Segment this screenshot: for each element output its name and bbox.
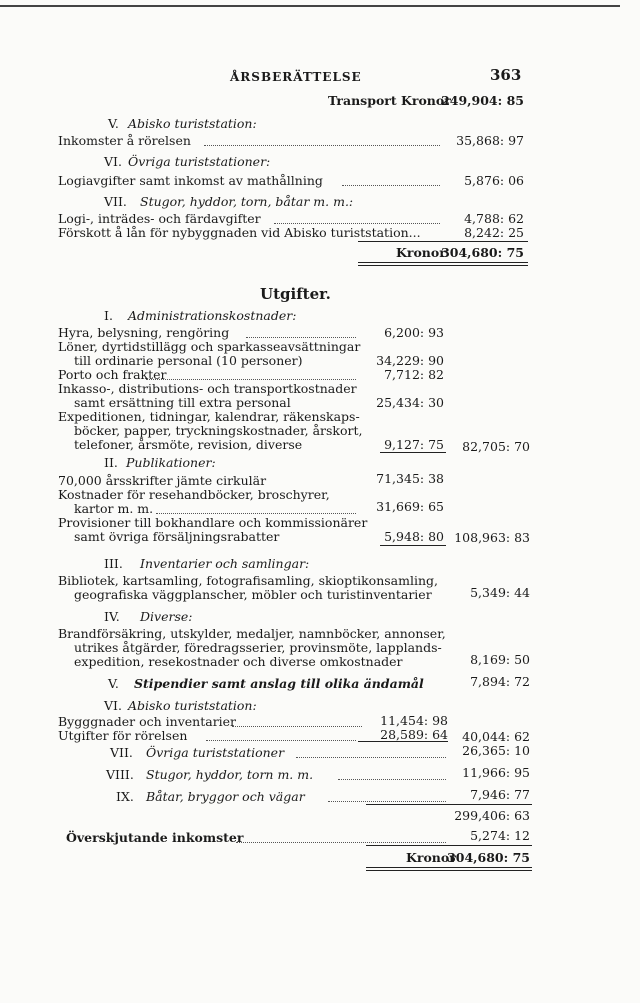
surplus-label: Överskjutande inkomster [66, 830, 244, 845]
expenses-total-label: Kronor [406, 850, 456, 865]
double-rule [358, 262, 528, 263]
exp-s2-l2b: kartor m. m. [74, 501, 154, 516]
exp-s4-lb: utrikes åtgärder, föredragsserier, provinsmöte, lapplands- [74, 640, 442, 655]
page-number: 363 [490, 66, 522, 84]
expenses-title: Utgifter. [260, 285, 331, 303]
income-s6-item-label: Logiavgifter samt inkomst av mathållning [58, 173, 323, 188]
exp-s9-title: Båtar, bryggor och vägar [146, 789, 305, 804]
sum-rule [366, 845, 532, 846]
exp-s4-total: 8,169: 50 [470, 652, 530, 667]
exp-s3-title: Inventarier och samlingar: [140, 556, 310, 571]
exp-s1-l2b: till ordinarie personal (10 personer) [74, 353, 303, 368]
double-rule [366, 870, 532, 871]
dot-leader [296, 757, 446, 758]
exp-s4-lc: expedition, resekostnader och diverse omkostnader [74, 654, 403, 669]
exp-s1-v1: 6,200: 93 [384, 325, 444, 340]
exp-s8-title: Stugor, hyddor, torn m. m. [146, 767, 314, 782]
exp-s6-v1: 11,454: 98 [380, 713, 448, 728]
top-rule [0, 5, 620, 7]
income-s6-item-value: 5,876: 06 [464, 173, 524, 188]
exp-s1-v4: 25,434: 30 [376, 395, 444, 410]
exp-s6-num: VI. [104, 698, 122, 713]
exp-s1-num: I. [104, 308, 113, 323]
exp-s1-l4a: Inkasso-, distributions- och transportkostnader [58, 381, 357, 396]
income-s7-item2-value: 8,242: 25 [464, 225, 524, 240]
double-rule [366, 867, 532, 868]
income-s7-item2-label: Förskott å lån för nybyggnaden vid Abisko turiststation... [58, 225, 421, 240]
exp-s6-v2: 28,589: 64 [380, 727, 448, 742]
exp-s2-l3b: samt övriga försäljningsrabatter [74, 529, 280, 544]
exp-s2-num: II. [104, 455, 118, 470]
dot-leader [232, 726, 362, 727]
income-s5-title: Abisko turiststation: [128, 116, 257, 131]
exp-s9-total: 7,946: 77 [470, 787, 530, 802]
exp-s2-total: 108,963: 83 [454, 530, 530, 545]
exp-s1-l1: Hyra, belysning, rengöring [58, 325, 230, 340]
exp-s6-title: Abisko turiststation: [128, 698, 257, 713]
dot-leader [156, 513, 356, 514]
exp-s2-l2a: Kostnader för resehandböcker, broschyrer, [58, 487, 330, 502]
income-total-value: 304,680: 75 [441, 245, 524, 260]
dot-leader [274, 223, 440, 224]
exp-s5-title: Stipendier samt anslag till olika ändamål [134, 676, 424, 691]
dot-leader [328, 801, 446, 802]
income-total-label: Kronor [396, 245, 446, 260]
exp-s4-title: Diverse: [140, 609, 193, 624]
income-s7-item1-value: 4,788: 62 [464, 211, 524, 226]
transport-value: 249,904: 85 [441, 93, 524, 108]
surplus-value: 5,274: 12 [470, 828, 530, 843]
exp-s1-l4b: samt ersättning till extra personal [74, 395, 291, 410]
exp-s4-la: Brandförsäkring, utskylder, medaljer, namnböcker, annonser, [58, 626, 446, 641]
exp-s1-l5c: telefoner, årsmöte, revision, diverse [74, 437, 303, 452]
income-s7-item1-label: Logi-, inträdes- och färdavgifter [58, 211, 261, 226]
exp-s6-l2: Utgifter för rörelsen [58, 728, 188, 743]
exp-s2-l3a: Provisioner till bokhandlare och kommissionärer [58, 515, 368, 530]
exp-s6-l1: Bygggnader och inventarier [58, 714, 237, 729]
exp-s7-num: VII. [110, 745, 133, 760]
exp-s1-title: Administrationskostnader: [128, 308, 297, 323]
exp-s1-v2: 34,229: 90 [376, 353, 444, 368]
double-rule [358, 265, 528, 266]
dot-leader [204, 145, 440, 146]
income-s5-item-label: Inkomster å rörelsen [58, 133, 191, 148]
exp-s7-total: 26,365: 10 [462, 743, 530, 758]
exp-s2-v2: 31,669: 65 [376, 499, 444, 514]
dot-leader [342, 185, 440, 186]
transport-label: Transport Kronor [328, 93, 451, 108]
exp-s3-la: Bibliotek, kartsamling, fotografisamling, skioptikonsamling, [58, 573, 438, 588]
dot-leader [206, 740, 356, 741]
exp-s1-l5b: böcker, papper, tryckningskostnader, årskort, [74, 423, 363, 438]
exp-s1-total: 82,705: 70 [462, 439, 530, 454]
running-header: ÅRSBERÄTTELSE [230, 70, 362, 84]
sum-rule [358, 741, 448, 742]
exp-s1-v3: 7,712: 82 [384, 367, 444, 382]
exp-s2-v1: 71,345: 38 [376, 471, 444, 486]
exp-s8-num: VIII. [106, 767, 134, 782]
dot-leader [246, 337, 356, 338]
dot-leader [146, 379, 356, 380]
exp-s1-l2a: Löner, dyrtidstillägg och sparkasseavsättningar [58, 339, 361, 354]
sum-rule [366, 804, 532, 805]
exp-s3-lb: geografiska väggplanscher, möbler och turistinventarier [74, 587, 432, 602]
expenses-total-value: 304,680: 75 [447, 850, 530, 865]
income-s6-num: VI. [104, 154, 122, 169]
dot-leader [338, 779, 446, 780]
income-s7-title: Stugor, hyddor, torn, båtar m. m.: [140, 194, 354, 209]
exp-s3-total: 5,349: 44 [470, 585, 530, 600]
exp-s4-num: IV. [104, 609, 120, 624]
income-s7-num: VII. [104, 194, 127, 209]
sum-rule [358, 241, 528, 242]
exp-subtotal: 299,406: 63 [454, 808, 530, 823]
exp-s5-num: V. [108, 676, 119, 691]
exp-s5-total: 7,894: 72 [470, 674, 530, 689]
income-s6-title: Övriga turiststationer: [128, 154, 271, 169]
sum-rule [380, 452, 446, 453]
exp-s9-num: IX. [116, 789, 134, 804]
exp-s6-total: 40,044: 62 [462, 729, 530, 744]
exp-s2-title: Publikationer: [126, 455, 216, 470]
exp-s8-total: 11,966: 95 [462, 765, 530, 780]
income-s5-num: V. [108, 116, 119, 131]
exp-s1-v5: 9,127: 75 [384, 437, 444, 452]
exp-s1-l5a: Expeditionen, tidningar, kalendrar, räkenskaps- [58, 409, 360, 424]
exp-s2-v3: 5,948: 80 [384, 529, 444, 544]
exp-s3-num: III. [104, 556, 123, 571]
exp-s2-l1: 70,000 årsskrifter jämte cirkulär [58, 473, 267, 488]
exp-s1-l3: Porto och frakter [58, 367, 167, 382]
income-s5-item-value: 35,868: 97 [456, 133, 524, 148]
dot-leader [236, 842, 446, 843]
exp-s7-title: Övriga turiststationer [146, 745, 285, 760]
sum-rule [380, 545, 446, 546]
